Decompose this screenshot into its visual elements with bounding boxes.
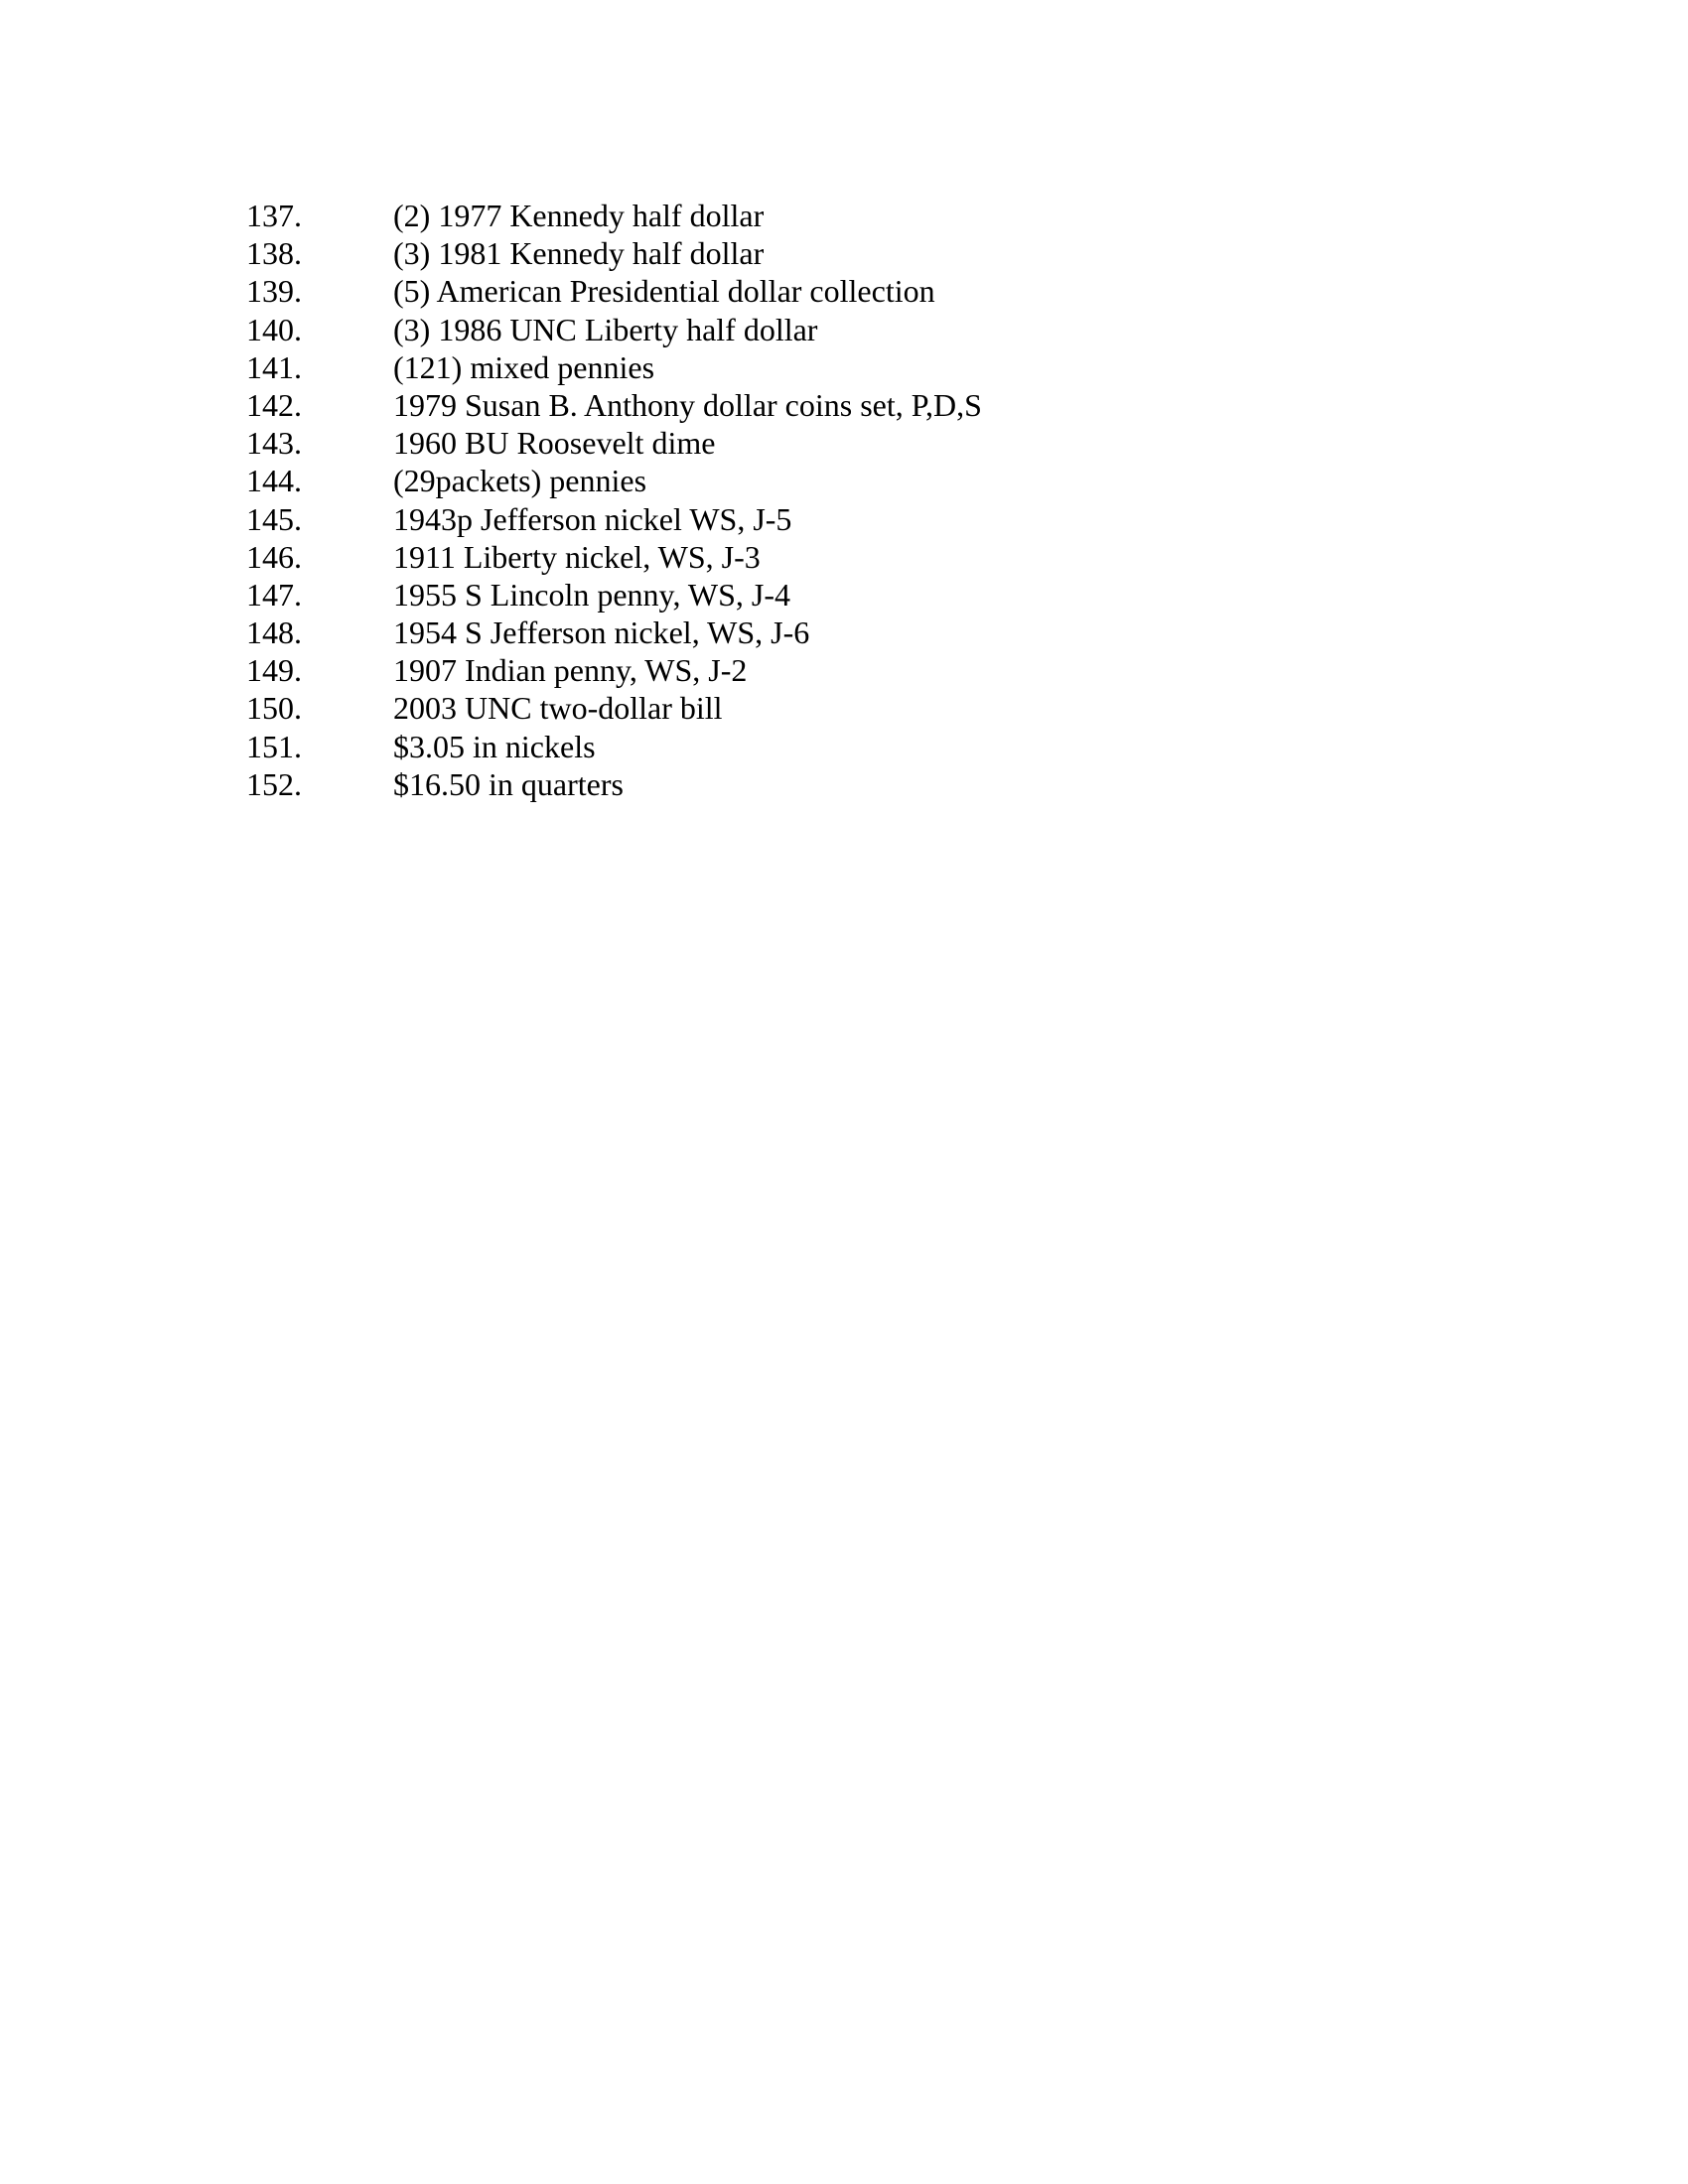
item-number: 137.	[246, 198, 302, 233]
list-item	[246, 500, 982, 538]
list-item	[246, 424, 982, 462]
list-item	[246, 311, 982, 348]
item-description: (121) mixed pennies	[393, 348, 655, 385]
item-number: 144.	[246, 463, 302, 499]
item-number: 142.	[246, 386, 302, 423]
item-description: 1907 Indian penny, WS, J-2	[393, 652, 748, 689]
item-description: (3) 1981 Kennedy half dollar	[393, 235, 765, 272]
item-number: 141.	[246, 348, 302, 385]
item-number: 151.	[246, 728, 302, 764]
item-description: 1943p Jefferson nickel WS, J-5	[393, 500, 792, 537]
item-number: 147.	[246, 576, 302, 613]
item-description: (29packets) pennies	[393, 463, 647, 499]
item-description: 1911 Liberty nickel, WS, J-3	[393, 538, 761, 575]
item-number: 143.	[246, 425, 302, 462]
item-number: 152.	[246, 765, 302, 802]
list-item	[246, 765, 982, 803]
lot-list	[246, 197, 982, 803]
item-description: 1979 Susan B. Anthony dollar coins set, P,D,S	[393, 386, 982, 423]
list-item	[246, 348, 982, 386]
item-number: 139.	[246, 273, 302, 310]
item-description: (5) American Presidential dollar collection	[393, 273, 935, 310]
list-item	[246, 614, 982, 651]
list-item	[246, 576, 982, 614]
item-description: $3.05 in nickels	[393, 728, 596, 764]
item-number: 148.	[246, 614, 302, 651]
item-number: 138.	[246, 235, 302, 272]
list-item	[246, 197, 982, 234]
item-description: $16.50 in quarters	[393, 765, 624, 802]
list-item	[246, 272, 982, 310]
list-item	[246, 651, 982, 689]
item-description: (3) 1986 UNC Liberty half dollar	[393, 311, 818, 347]
item-description: 1955 S Lincoln penny, WS, J-4	[393, 576, 790, 613]
item-number: 145.	[246, 500, 302, 537]
list-item	[246, 462, 982, 499]
list-item	[246, 538, 982, 576]
list-item	[246, 234, 982, 272]
item-number: 150.	[246, 690, 302, 727]
item-number: 149.	[246, 652, 302, 689]
item-description: (2) 1977 Kennedy half dollar	[393, 198, 765, 233]
item-description: 1954 S Jefferson nickel, WS, J-6	[393, 614, 810, 651]
list-item	[246, 689, 982, 727]
list-item	[246, 728, 982, 765]
item-number: 146.	[246, 538, 302, 575]
item-description: 2003 UNC two-dollar bill	[393, 690, 723, 727]
item-number: 140.	[246, 311, 302, 347]
list-item	[246, 386, 982, 424]
item-description: 1960 BU Roosevelt dime	[393, 425, 716, 462]
